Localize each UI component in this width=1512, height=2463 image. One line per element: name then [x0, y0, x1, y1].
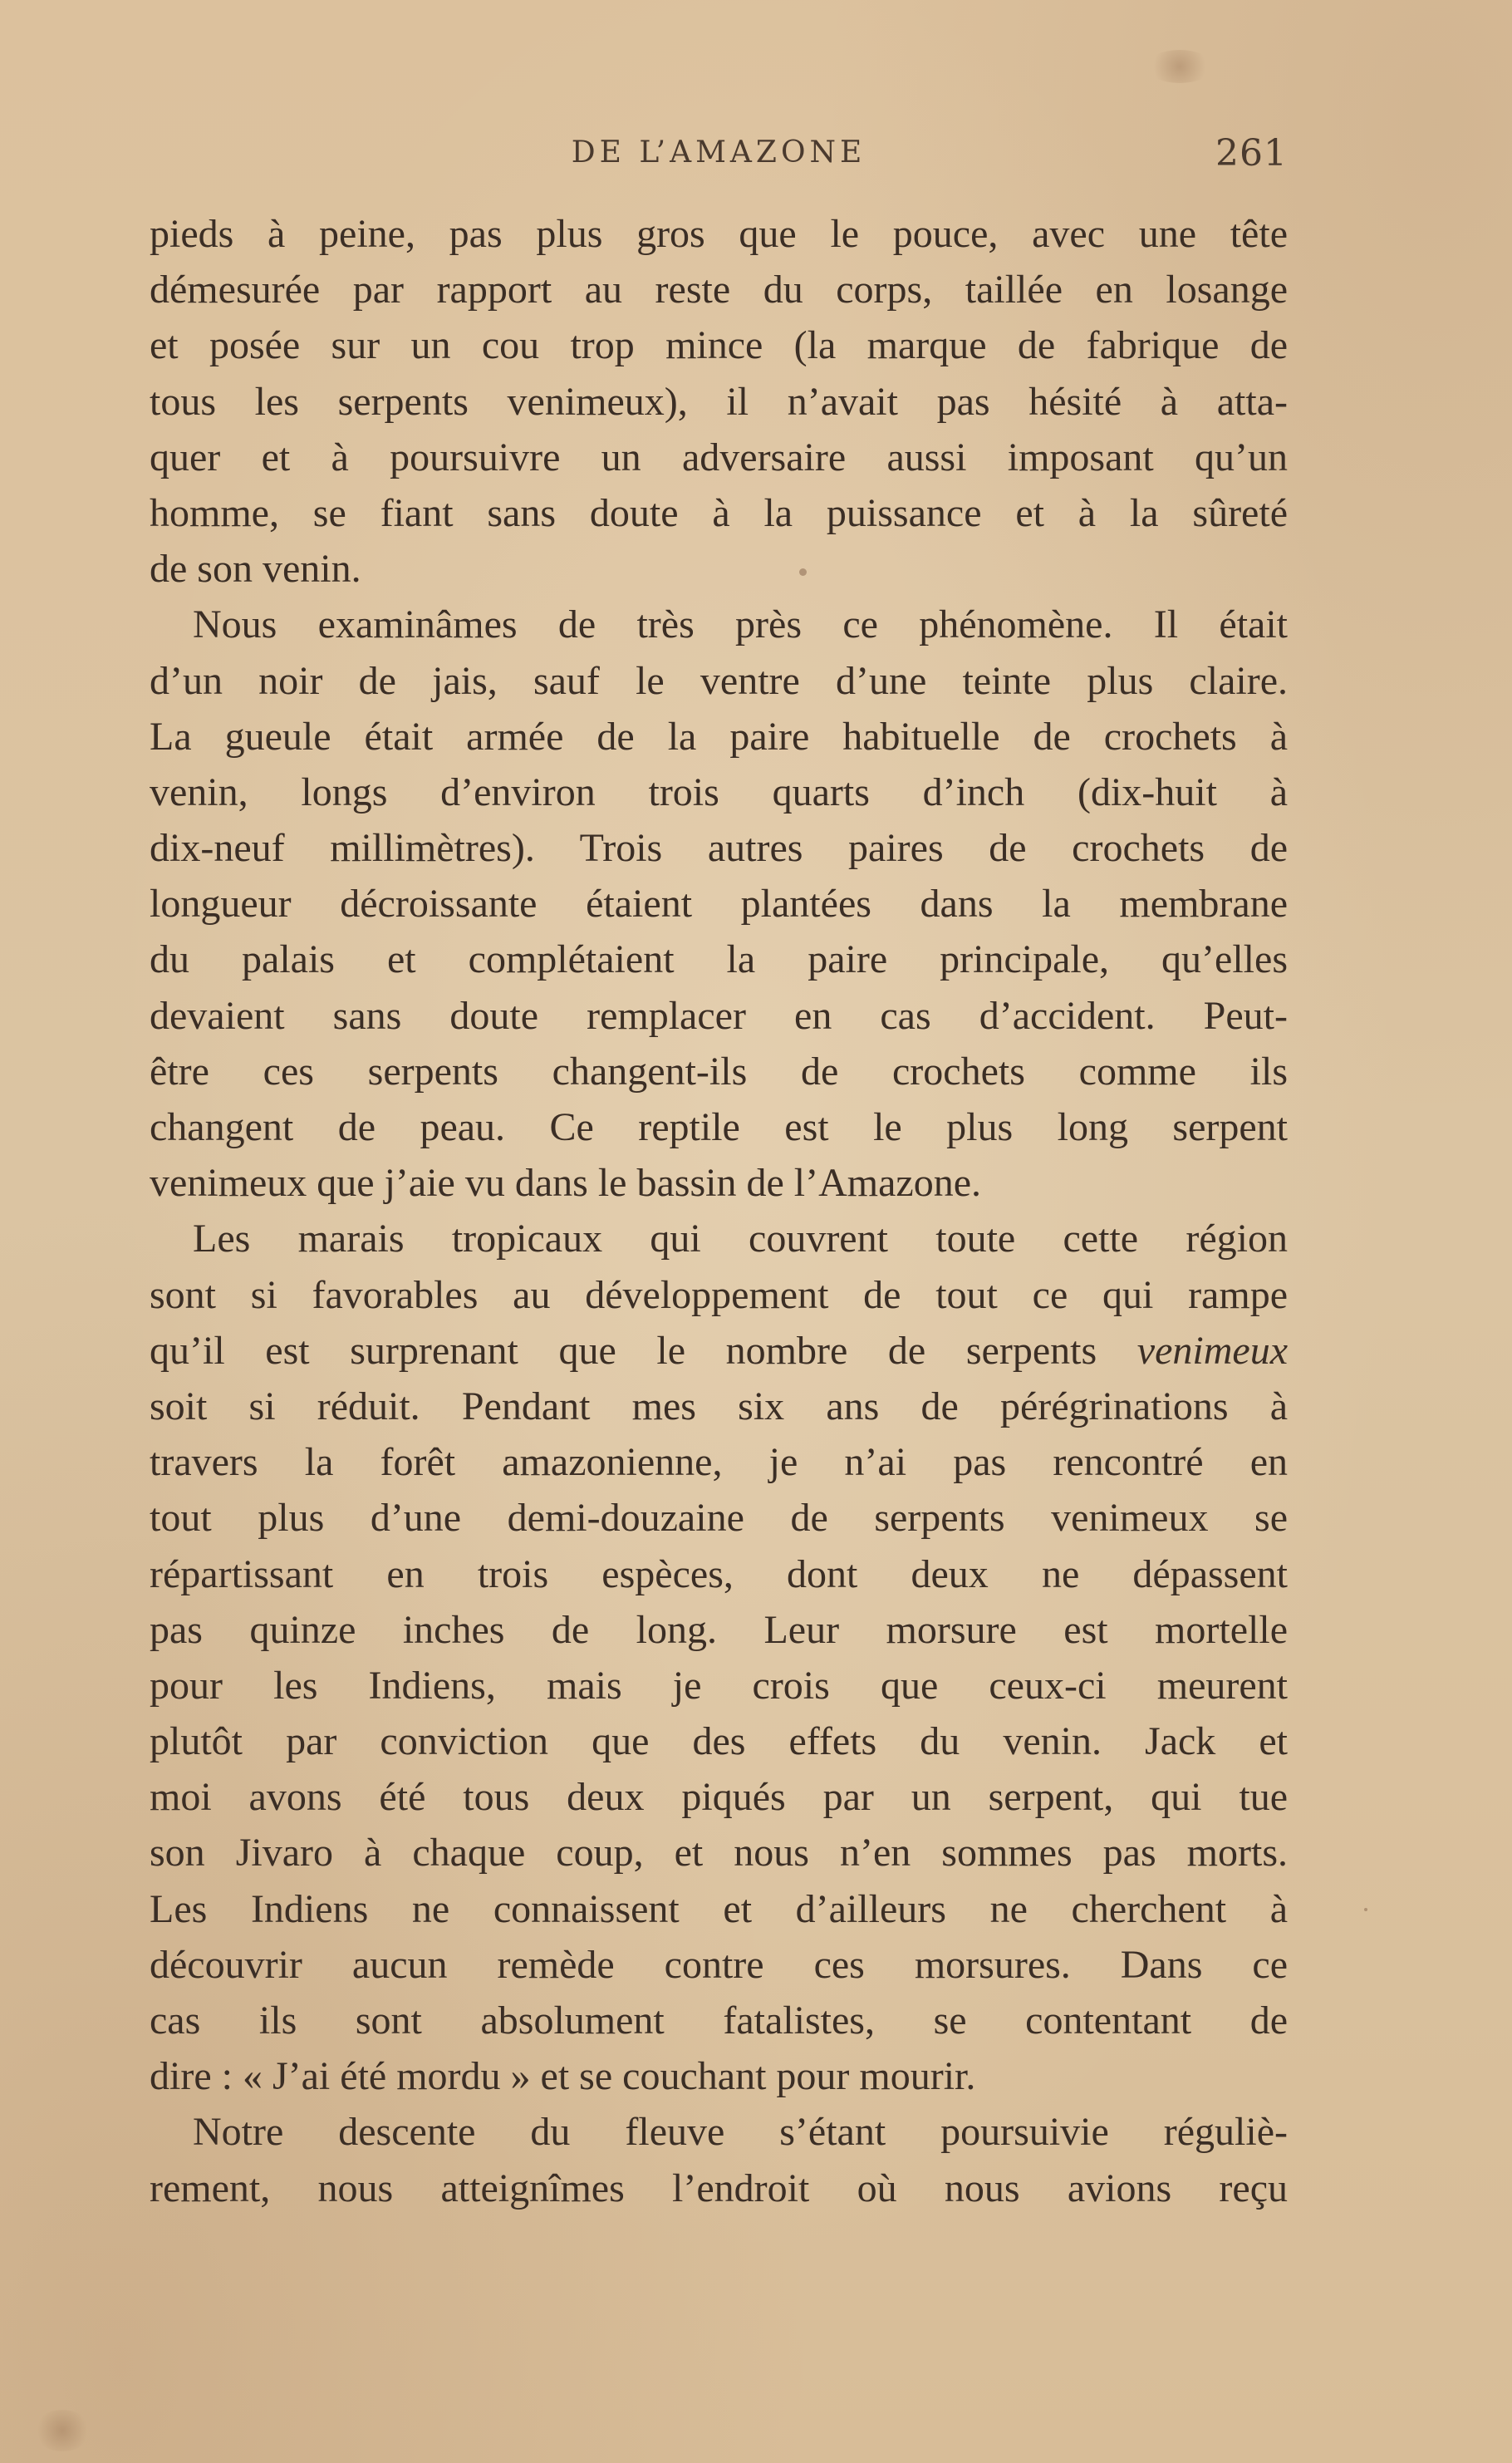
paper-stain: [1146, 50, 1213, 83]
italic-word: venimeux: [1136, 1328, 1288, 1373]
text-line: moi avons été tous deux piqués par un serpent, qui tue: [150, 1775, 1288, 1820]
text-line: dire : « J’ai été mordu » et se couchant pour mourir.: [150, 2054, 976, 2099]
text-line-start: qu’il est surprenant que le nombre de serpents: [150, 1328, 1137, 1373]
text-line: longueur décroissante étaient plantées dans la membrane: [150, 882, 1288, 927]
text-line: pieds à peine, pas plus gros que le pouce, avec une tête: [150, 212, 1288, 256]
text-line: homme, se fiant sans doute à la puissance et à la sûreté: [150, 490, 1288, 535]
text-line: soit si réduit. Pendant mes six ans de pérégrinations à: [150, 1384, 1288, 1428]
text-line: dix-neuf millimètres). Trois autres paires de crochets de: [150, 826, 1288, 871]
text-line: venimeux que j’aie vu dans le bassin de l’Amazone.: [150, 1161, 982, 1206]
text-line: Notre descente du fleuve s’étant poursuivie réguliè-: [193, 2110, 1288, 2155]
text-line: de son venin.: [150, 547, 361, 592]
text-line: quer et à poursuivre un adversaire aussi imposant qu’un: [150, 435, 1288, 479]
text-line: et posée sur un cou trop mince (la marque de fabrique de: [150, 323, 1288, 368]
text-line: Les Indiens ne connaissent et d’ailleurs ne cherchent à: [150, 1886, 1288, 1931]
text-line: être ces serpents changent-ils de crochets comme ils: [150, 1049, 1288, 1094]
text-line: tout plus d’une demi-douzaine de serpents venimeux se: [150, 1496, 1288, 1541]
text-line: plutôt par conviction que des effets du venin. Jack et: [150, 1719, 1288, 1764]
text-line: rement, nous atteignîmes l’endroit où nous avions reçu: [150, 2166, 1288, 2210]
text-line: travers la forêt amazonienne, je n’ai pas rencontré en: [150, 1440, 1288, 1485]
page-number: 261: [1215, 132, 1288, 175]
text-line: son Jivaro à chaque coup, et nous n’en sommes pas morts.: [150, 1831, 1288, 1876]
paper-speck: [1364, 1908, 1367, 1911]
text-line: pour les Indiens, mais je crois que ceux-ci meurent: [150, 1663, 1288, 1708]
text-line: La gueule était armée de la paire habituelle de crochets à: [150, 714, 1288, 759]
text-line: changent de peau. Ce reptile est le plus long serpent: [150, 1105, 1288, 1149]
text-line: Les marais tropicaux qui couvrent toute cette région: [193, 1217, 1288, 1261]
body-text: [150, 206, 1288, 2216]
paper-stain: [33, 2410, 91, 2451]
text-line-with-italic: [150, 1323, 1288, 1379]
text-line: venin, longs d’environ trois quarts d’inch (dix-huit à: [150, 769, 1288, 814]
running-header: [150, 129, 1288, 179]
running-title: DE L’AMAZONE: [571, 135, 866, 170]
text-line: du palais et complétaient la paire principale, qu’elles: [150, 937, 1288, 982]
text-line: devaient sans doute remplacer en cas d’accident. Peut-: [150, 993, 1288, 1038]
text-line: sont si favorables au développement de tout ce qui rampe: [150, 1272, 1288, 1317]
ink-speck: [799, 568, 807, 576]
text-line: Nous examinâmes de très près ce phénomène. Il était: [193, 602, 1288, 647]
text-line: d’un noir de jais, sauf le ventre d’une teinte plus claire.: [150, 658, 1288, 703]
text-line: démesurée par rapport au reste du corps, taillée en losange: [150, 268, 1288, 312]
text-line: cas ils sont absolument fatalistes, se contentant de: [150, 1998, 1288, 2043]
text-line: répartissant en trois espèces, dont deux ne dépassent: [150, 1551, 1288, 1596]
text-line: tous les serpents venimeux), il n’avait pas hésité à atta-: [150, 379, 1288, 424]
text-line: pas quinze inches de long. Leur morsure est mortelle: [150, 1607, 1288, 1652]
text-line: découvrir aucun remède contre ces morsures. Dans ce: [150, 1942, 1288, 1987]
